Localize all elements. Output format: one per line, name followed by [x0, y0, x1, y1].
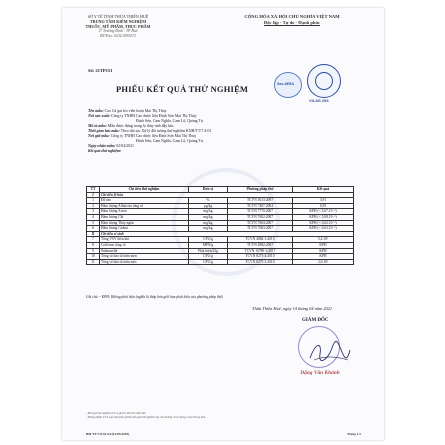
section-name: Chỉ tiêu vi sinh — [100, 231, 354, 237]
national-motto — [212, 14, 372, 26]
cell-parameter: Tổng số bào tử nấm mốc — [100, 259, 189, 265]
cell-parameter: Tổng VSV hiếu khí — [100, 237, 189, 243]
info-value: Định Sơn, Cam Nghĩa, Cam Lộ, Quảng Trị — [136, 119, 204, 123]
cell-method: TCVN 7603:2007 — [228, 226, 293, 232]
col-header-index: TT — [87, 187, 100, 193]
info-line — [88, 149, 368, 154]
cell-parameter: Hàm lượng Arsen — [100, 209, 189, 215]
cell-method: TCVN 7770:2007 — [228, 209, 293, 215]
info-key: Nơi gửi mẫu: — [88, 134, 110, 138]
cell-result: KPH (< 5,67.10⁻³) — [293, 209, 354, 215]
cell-unit: % — [189, 198, 228, 204]
info-value: Theo thủ tục Xử lý đối tượng thử nghiệm KNH/TT/7.4-01 — [120, 129, 212, 133]
page-number: Trang 1/1 — [347, 432, 361, 436]
cell-unit: CFU/g — [189, 259, 228, 265]
cell-index: 9 — [87, 248, 100, 254]
info-value: Cao Cà gai leo viên hoàn Mai Thị Thủy — [104, 109, 167, 113]
cell-unit: Phát hiện/25g — [189, 248, 228, 254]
cell-method: TCVN 5613:2007 — [228, 198, 293, 204]
cell-result: KPH — [293, 242, 354, 248]
cell-index: 11 — [87, 259, 100, 265]
signature — [308, 338, 352, 364]
cell-index: 8 — [87, 242, 100, 248]
cell-result: 2,0.10² — [293, 259, 354, 265]
issue-date: Thừa Thiên Huế, ngày 14 tháng 04 năm 2021 — [252, 306, 333, 311]
cell-parameter: Hàm lượng Aflatoxin tổng số — [100, 203, 189, 209]
signer-role: GIÁM ĐỐC — [302, 318, 329, 323]
cell-parameter: Salmonella — [100, 248, 189, 254]
cell-parameter: Hàm lượng Cadmi — [100, 226, 189, 232]
cell-result: KPH (< 0,62.10⁻³) — [293, 220, 354, 226]
info-value: Định Sơn, Cam Nghĩa, Cam Lộ, Quảng Trị — [136, 139, 204, 143]
form-footer — [86, 432, 361, 436]
cell-method: TCVN 8275-2:2010 — [228, 254, 293, 260]
cell-method: TCVN 8275-2:2010 — [228, 259, 293, 265]
vilas-number: VILAS 293 — [309, 98, 329, 103]
cell-index: 4 — [87, 214, 100, 220]
cell-method: TCVN 7602:2007 — [228, 214, 293, 220]
cell-unit: CFU/g — [189, 254, 228, 260]
motto: Độc lập - Tự do - Hạnh phúc — [263, 20, 321, 25]
cell-index: 1 — [87, 198, 100, 204]
form-code: BM TT/7.8-01.04 (01/03/2019) — [86, 432, 130, 436]
cell-index: 10 — [87, 254, 100, 260]
col-header-unit: Đơn vị — [189, 187, 228, 193]
cell-method: TCVN 10780-1:2017 — [228, 248, 293, 254]
footnotes — [86, 412, 361, 419]
info-key: Kết quả thử nghiệm: — [88, 149, 122, 153]
seal-inner-ring — [315, 72, 333, 90]
footnote-line: - Không được trích sao một phần phiếu kết quả thử nghiệm này nếu không có sự đồng ý của Trung tâm. — [86, 414, 206, 419]
cell-unit: MPN/g — [189, 242, 228, 248]
cell-parameter: Coliform tổng số — [100, 242, 189, 248]
accreditation-seal-icon — [307, 64, 341, 98]
info-key: Ngày nhận mẫu: — [88, 144, 116, 148]
section-label: II — [87, 231, 100, 237]
col-header-parameter: Chỉ tiêu thử nghiệm — [100, 187, 189, 193]
info-key: Tên mẫu: — [88, 109, 104, 113]
issuer-address: 17 Trương Định - TP Huế — [98, 29, 138, 33]
cell-parameter: Hàm lượng Thủy ngân — [100, 220, 189, 226]
cell-result: 3,91 — [293, 198, 354, 204]
cell-result: KPH — [293, 248, 354, 254]
signer-name: Dặng Văn Khánh — [300, 370, 340, 376]
info-key: Thời gian lưu mẫu: — [88, 129, 120, 133]
section-label: I — [87, 192, 100, 198]
issuer-dept: SỞ Y TẾ TỈNH THỪA THIÊN HUẾ — [87, 14, 149, 19]
cell-parameter: Độ ẩm — [100, 198, 189, 204]
section-name: Chỉ tiêu lý hóa — [100, 192, 354, 198]
issuer-block — [70, 14, 166, 39]
col-header-result: Kết quả — [293, 187, 354, 193]
sample-info — [88, 109, 368, 154]
cell-parameter: Hàm lượng Chì — [100, 214, 189, 220]
report-number: Số: 21TP151 — [88, 68, 113, 73]
cell-unit: mg/kg — [189, 214, 228, 220]
cell-result: KPH — [293, 254, 354, 260]
table-row — [87, 259, 354, 265]
info-value: Công ty TNHH Cao dược liệu Định Sơn Mai Thị Thủy — [110, 114, 197, 118]
cell-unit: mg/kg — [189, 226, 228, 232]
cell-result: KPH (< 0,63.10⁻³) — [293, 226, 354, 232]
ilac-mra-logo — [274, 72, 302, 98]
cell-unit: mg/kg — [189, 209, 228, 215]
report-sheet — [62, 8, 384, 440]
cell-unit: CFU/g — [189, 237, 228, 243]
cell-unit: mg/kg — [189, 220, 228, 226]
info-value: Công ty TNHH Cao dược liệu Định Sơn Mai Thị Thủy — [110, 134, 197, 138]
info-key: Mô tả mẫu: — [88, 124, 107, 128]
cell-index: 5 — [87, 220, 100, 226]
issuer-center: TRUNG TÂM KIỂM NGHIỆM — [89, 19, 147, 24]
info-value: Mẫu được đựng trong lọ thủy tinh đậy kín. — [107, 124, 175, 128]
cell-result: 0,59 — [293, 203, 354, 209]
cell-result: KPH (< 5,08.10⁻³) — [293, 214, 354, 220]
issuer-center-scope: THUỐC, MỸ PHẨM, THỰC PHẨM — [85, 24, 151, 29]
cell-unit: µg/kg — [189, 203, 228, 209]
footnote-line: - Kết quả thử nghiệm chỉ có giá trị đối với mẫu thử. — [86, 411, 146, 415]
results-table — [86, 186, 354, 265]
cell-index: 7 — [87, 237, 100, 243]
report-title: PHIẾU KẾT QUẢ THỬ NGHIỆM — [116, 84, 249, 94]
cell-method: TCVN 7407:2004 — [228, 203, 293, 209]
ilac-logo-text: ilac-MRA — [277, 81, 295, 86]
issuer-phone: ĐT/Fax: 0234.3939272 — [100, 34, 136, 38]
table-note: Ghi chú: - KPH: Không phát hiện (nghĩa là thấp hơn giới hạn phát hiện của phương pháp thử) — [86, 295, 223, 299]
cell-method: TCVN 4882:2007 — [228, 242, 293, 248]
cell-index: 2 — [87, 203, 100, 209]
cell-index: 6 — [87, 226, 100, 232]
info-value: 02/04/2021 — [116, 144, 134, 148]
cell-method: TCVN 7604:2007 — [228, 220, 293, 226]
cell-parameter: Tổng số bào tử nấm men — [100, 254, 189, 260]
cell-index: 3 — [87, 209, 100, 215]
cell-method: TCVN 4884-1:2015 — [228, 237, 293, 243]
col-header-method: Phương pháp thử — [228, 187, 293, 193]
cell-result: 5,4.10³ — [293, 237, 354, 243]
info-key: Nơi sản xuất: — [88, 114, 110, 118]
country-name: CỘNG HÒA XÃ HỘI CHỦ NGHĨA VIỆT NAM — [244, 14, 340, 19]
